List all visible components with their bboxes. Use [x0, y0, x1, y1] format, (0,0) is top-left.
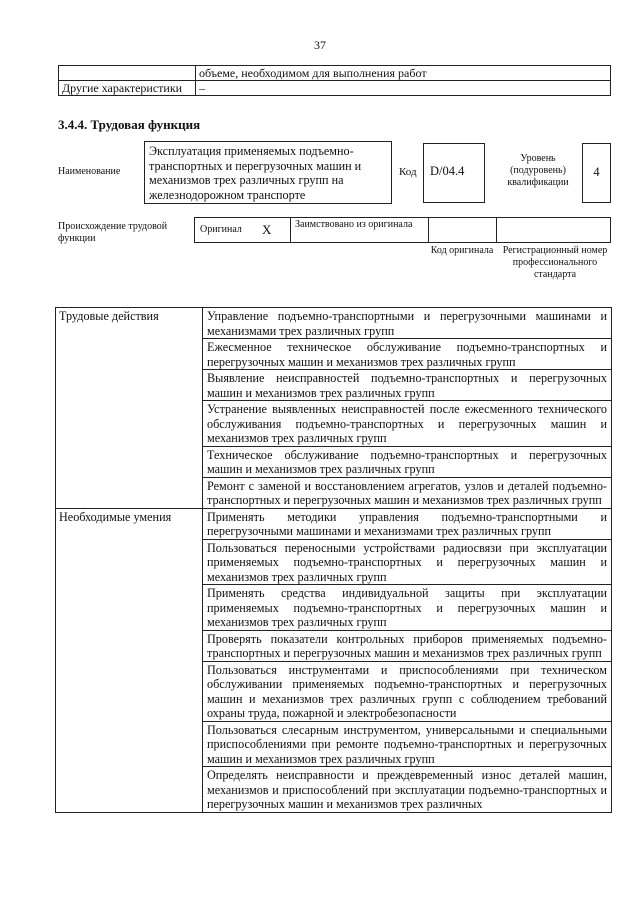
name-label: Наименование	[58, 166, 121, 177]
level-value-box: 4	[582, 143, 611, 203]
list-item: Пользоваться инструментами и приспособлениями при техническом обслуживании применяемых подъемно-транспортных и перегрузочных машин и механизмов трех различных групп с соблюдением требований охраны труда, пожарной и электробезопасности	[203, 662, 611, 722]
list-item: Устранение выявленных неисправностей после ежесменного технического обслуживания подъемно-транспортных и перегрузочных машин и механизмов трех различных групп	[203, 401, 611, 447]
reg-number-caption: Регистрационный номер профессионального стандарта	[502, 245, 608, 280]
code-label: Код	[399, 166, 417, 178]
table-cell-label: Другие характеристики	[59, 81, 196, 96]
top-table	[58, 65, 611, 96]
borrowed-label: Заимствовано из оригинала	[295, 219, 413, 230]
table-cell-value: –	[196, 81, 611, 96]
list-item: Пользоваться переносными устройствами радиосвязи при эксплуатации применяемых подъемно-транспортных и перегрузочных машин и механизмов трех различных групп	[203, 540, 611, 586]
list-item: Выявление неисправностей подъемно-транспортных и перегрузочных машин и механизмов трех различных групп	[203, 370, 611, 401]
table-row	[56, 508, 612, 812]
list-item: Проверять показатели контрольных приборов применяемых подъемно-транспортных и перегрузочных машин и механизмов трех различных групп	[203, 631, 611, 662]
list-item: Ремонт с заменой и восстановлением агрегатов, узлов и деталей подъемно-транспортных и перегрузочных машин и механизмов трех различных групп	[207, 478, 607, 507]
table-row	[56, 308, 612, 509]
list-item: Пользоваться слесарным инструментом, универсальными и специальными приспособлениями при ремонте подъемно-транспортных и перегрузочных машин и механизмов трех различных групп	[203, 722, 611, 768]
origin-label: Происхождение трудовой функции	[58, 221, 168, 244]
code-original-caption: Код оригинала	[430, 245, 494, 256]
list-item: Техническое обслуживание подъемно-транспортных и перегрузочных машин и механизмов трех различных групп	[203, 447, 611, 478]
list-item: Ежесменное техническое обслуживание подъемно-транспортных и перегрузочных машин и механизмов трех различных групп	[203, 339, 611, 370]
list-item: Применять методики управления подъемно-транспортными и перегрузочными машинами и механизмами трех различных групп	[203, 509, 611, 540]
list-item: Определять неисправности и преждевременный износ деталей машин, механизмов и приспособлений при эксплуатации подъемно-транспортных и перегрузочных машин и механизмов трех различных	[207, 768, 607, 811]
table-row	[59, 66, 611, 81]
page-number: 37	[314, 38, 326, 52]
section-items	[203, 308, 612, 509]
section-label: Необходимые умения	[56, 508, 203, 812]
table-cell-label	[59, 66, 196, 81]
section-items	[203, 508, 612, 812]
level-label: Уровень (подуровень) квалификации	[507, 153, 569, 188]
table-cell-value: объеме, необходимом для выполнения работ	[196, 66, 611, 81]
main-table	[55, 307, 612, 813]
list-item: Применять средства индивидуальной защиты при эксплуатации применяемых подъемно-транспортных и перегрузочных машин и механизмов трех различных групп	[203, 585, 611, 631]
code-original-box	[428, 217, 497, 243]
original-mark: X	[262, 222, 272, 237]
original-label: Оригинал	[200, 224, 242, 235]
section-label: Трудовые действия	[56, 308, 203, 509]
code-value-box: D/04.4	[423, 143, 485, 203]
list-item: Управление подъемно-транспортными и перегрузочными машинами и механизмами трех различных групп	[203, 308, 611, 339]
section-title: 3.4.4. Трудовая функция	[58, 117, 201, 132]
table-row	[59, 81, 611, 96]
function-name-box: Эксплуатация применяемых подъемно-транспортных и перегрузочных машин и механизмов трех различных групп на железнодорожном транспорте	[144, 141, 392, 204]
